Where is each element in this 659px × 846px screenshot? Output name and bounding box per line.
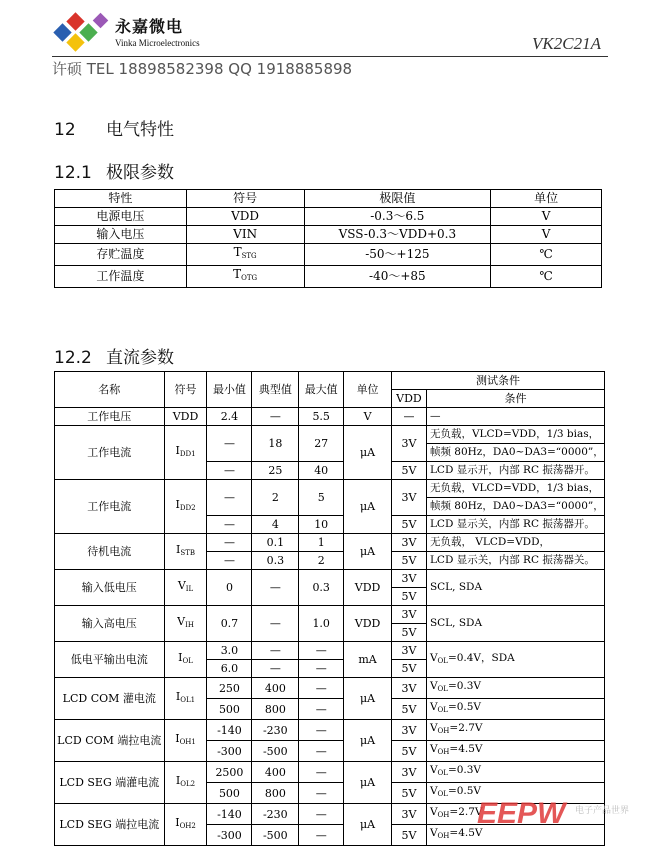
param-min: — <box>207 516 252 534</box>
param-name: 工作温度 <box>55 266 187 288</box>
param-typ: -500 <box>252 741 299 762</box>
param-typ: — <box>252 570 299 606</box>
param-name: 低电平输出电流 <box>55 642 165 678</box>
param-min: 500 <box>207 699 252 720</box>
test-vdd: 3V <box>392 480 427 516</box>
param-unit: VDD <box>344 606 392 642</box>
param-max: 1.0 <box>299 606 344 642</box>
param-symbol: $I_{OL2}$ <box>164 762 207 804</box>
section-title: 电气特性 <box>106 120 174 140</box>
test-condition: $V_{OL}=0.3V$ <box>426 678 604 699</box>
param-typ: 400 <box>252 762 299 783</box>
test-vdd: 5V <box>392 660 427 678</box>
param-max: — <box>299 699 344 720</box>
param-typ: — <box>252 660 299 678</box>
param-limit: -50～+125 <box>304 244 491 266</box>
param-unit: ℃ <box>491 266 602 288</box>
table-row <box>55 208 602 226</box>
header-cell: 测试条件 <box>392 372 605 390</box>
param-symbol: $V_{IH}$ <box>164 606 207 642</box>
header-cell: 符号 <box>186 190 304 208</box>
test-vdd: 3V <box>392 534 427 552</box>
section-number: 12 <box>54 120 76 140</box>
test-condition: LCD 显示关，内部 RC 振荡器开。 <box>426 516 604 534</box>
param-typ: 25 <box>252 462 299 480</box>
param-max: 10 <box>299 516 344 534</box>
param-min: — <box>207 426 252 462</box>
document-id: VK2C21A <box>532 34 601 53</box>
param-symbol: VDD <box>164 408 207 426</box>
param-unit: μA <box>344 678 392 720</box>
test-condition: $V_{OL}=0.3V$ <box>426 762 604 783</box>
param-unit: V <box>491 208 602 226</box>
param-name: 输入电压 <box>55 226 187 244</box>
test-condition: LCD 显示关，内部 RC 振荡器关。 <box>426 552 604 570</box>
page-header <box>0 0 659 80</box>
param-max: — <box>299 783 344 804</box>
table-row <box>55 720 605 741</box>
test-condition: SCL, SDA <box>426 570 604 606</box>
table-row <box>55 266 602 288</box>
param-typ: 2 <box>252 480 299 516</box>
header-cell: 最大值 <box>299 372 344 408</box>
param-unit: μA <box>344 480 392 534</box>
header-cell: 条件 <box>426 390 604 408</box>
test-vdd: 5V <box>392 741 427 762</box>
test-vdd: 3V <box>392 762 427 783</box>
test-condition: $V_{OL}=0.5V$ <box>426 699 604 720</box>
param-name: 待机电流 <box>55 534 165 570</box>
test-vdd: 3V <box>392 426 427 462</box>
param-min: -300 <box>207 741 252 762</box>
param-max: 0.3 <box>299 570 344 606</box>
param-min: 0.7 <box>207 606 252 642</box>
test-condition: $V_{OL}=0.5V$ <box>426 783 604 804</box>
test-vdd: 5V <box>392 462 427 480</box>
test-condition: 无负载，VLCD=VDD，1/3 bias， <box>426 426 604 444</box>
test-condition: 无负载，VLCD=VDD，1/3 bias， <box>426 480 604 498</box>
table-row <box>55 606 605 624</box>
param-unit: μA <box>344 426 392 480</box>
header-cell: 单位 <box>491 190 602 208</box>
param-max: — <box>299 660 344 678</box>
param-typ: 0.3 <box>252 552 299 570</box>
table-row <box>55 244 602 266</box>
table-row <box>55 642 605 660</box>
param-name: LCD COM 端拉电流 <box>55 720 165 762</box>
param-name: LCD COM 灌电流 <box>55 678 165 720</box>
test-vdd: 5V <box>392 825 427 846</box>
param-max: — <box>299 642 344 660</box>
param-min: 500 <box>207 783 252 804</box>
param-unit: V <box>344 408 392 426</box>
param-typ: -230 <box>252 804 299 825</box>
param-limit: VSS-0.3～VDD+0.3 <box>304 226 491 244</box>
section-heading-12-1 <box>54 158 174 183</box>
param-unit: VDD <box>344 570 392 606</box>
section-title: 极限参数 <box>106 163 174 183</box>
param-max: 2 <box>299 552 344 570</box>
param-max: 5 <box>299 480 344 516</box>
param-unit: μA <box>344 534 392 570</box>
param-name: LCD SEG 端拉电流 <box>55 804 165 846</box>
param-min: 250 <box>207 678 252 699</box>
param-max: — <box>299 741 344 762</box>
svg-text:EEPW: EEPW <box>477 797 566 830</box>
param-limit: -40～+85 <box>304 266 491 288</box>
param-min: 2500 <box>207 762 252 783</box>
param-typ: — <box>252 642 299 660</box>
param-name: 输入低电压 <box>55 570 165 606</box>
param-max: — <box>299 720 344 741</box>
test-vdd: 5V <box>392 516 427 534</box>
param-max: 1 <box>299 534 344 552</box>
vinka-logo-icon <box>52 12 112 56</box>
table-row <box>55 426 605 444</box>
test-condition: $V_{OH}=2.7V$ <box>426 804 604 825</box>
table-row <box>55 408 605 426</box>
param-max: — <box>299 762 344 783</box>
table-row <box>55 534 605 552</box>
param-typ: -500 <box>252 825 299 846</box>
param-max: 5.5 <box>299 408 344 426</box>
param-min: — <box>207 480 252 516</box>
test-condition: 帧频 80Hz，DA0~DA3=“0000”， <box>426 498 604 516</box>
param-name: 工作电流 <box>55 480 165 534</box>
test-vdd: 3V <box>392 804 427 825</box>
param-min: -300 <box>207 825 252 846</box>
table-row <box>55 762 605 783</box>
param-symbol: $I_{DD2}$ <box>164 480 207 534</box>
param-unit: mA <box>344 642 392 678</box>
param-symbol: $I_{DD1}$ <box>164 426 207 480</box>
param-min: -140 <box>207 720 252 741</box>
param-typ: 400 <box>252 678 299 699</box>
param-typ: 18 <box>252 426 299 462</box>
param-typ: 800 <box>252 699 299 720</box>
param-max: — <box>299 825 344 846</box>
test-vdd: 3V <box>392 606 427 624</box>
param-min: 2.4 <box>207 408 252 426</box>
param-symbol: $I_{OL}$ <box>164 642 207 678</box>
param-max: 27 <box>299 426 344 462</box>
test-condition: 帧频 80Hz，DA0~DA3=“0000”， <box>426 444 604 462</box>
section-heading-12 <box>54 115 174 140</box>
header-cell: 典型值 <box>252 372 299 408</box>
param-symbol: $V_{IL}$ <box>164 570 207 606</box>
logo-english-name: Vinka Microelectronics <box>115 38 200 48</box>
param-limit: -0.3～6.5 <box>304 208 491 226</box>
table-row <box>55 570 605 588</box>
table-header-row <box>55 372 605 390</box>
param-name: 电源电压 <box>55 208 187 226</box>
table-header-row <box>55 190 602 208</box>
test-vdd: 5V <box>392 588 427 606</box>
param-max: — <box>299 678 344 699</box>
param-min: 6.0 <box>207 660 252 678</box>
test-condition: $V_{OH}=2.7V$ <box>426 720 604 741</box>
eepw-watermark <box>475 793 659 831</box>
param-max: — <box>299 804 344 825</box>
contact-info: 许硕 TEL 18898582398 QQ 1918885898 <box>52 60 353 78</box>
header-cell: 符号 <box>164 372 207 408</box>
param-symbol: $T_{STG}$ <box>186 244 304 266</box>
test-condition: $V_{OL}=0.4V$，SDA <box>426 642 604 678</box>
header-cell: 名称 <box>55 372 165 408</box>
test-vdd: 3V <box>392 720 427 741</box>
header-cell: 单位 <box>344 372 392 408</box>
dc-parameters-table <box>54 371 605 846</box>
param-name: 输入高电压 <box>55 606 165 642</box>
test-vdd: — <box>392 408 427 426</box>
param-max: 40 <box>299 462 344 480</box>
eepw-logo-icon <box>475 793 659 831</box>
svg-text:电子产品世界: 电子产品世界 <box>575 806 630 816</box>
param-unit: μA <box>344 762 392 804</box>
param-symbol: $T_{OTG}$ <box>186 266 304 288</box>
param-typ: -230 <box>252 720 299 741</box>
param-typ: — <box>252 408 299 426</box>
param-symbol: VDD <box>186 208 304 226</box>
logo-chinese-name: 永嘉微电 <box>115 17 184 36</box>
test-condition: SCL, SDA <box>426 606 604 642</box>
param-symbol: $I_{OH2}$ <box>164 804 207 846</box>
param-unit: ℃ <box>491 244 602 266</box>
param-min: — <box>207 552 252 570</box>
param-name: 工作电压 <box>55 408 165 426</box>
test-vdd: 5V <box>392 552 427 570</box>
param-symbol: VIN <box>186 226 304 244</box>
param-name: 工作电流 <box>55 426 165 480</box>
param-typ: 4 <box>252 516 299 534</box>
test-vdd: 5V <box>392 783 427 804</box>
test-condition: $V_{OH}=4.5V$ <box>426 741 604 762</box>
test-vdd: 3V <box>392 678 427 699</box>
header-cell: 最小值 <box>207 372 252 408</box>
section-number: 12.1 <box>54 163 92 183</box>
test-vdd: 5V <box>392 699 427 720</box>
param-min: -140 <box>207 804 252 825</box>
param-symbol: $I_{STB}$ <box>164 534 207 570</box>
param-typ: 800 <box>252 783 299 804</box>
param-symbol: $I_{OH1}$ <box>164 720 207 762</box>
param-min: 3.0 <box>207 642 252 660</box>
param-name: 存贮温度 <box>55 244 187 266</box>
test-condition: LCD 显示开，内部 RC 振荡器开。 <box>426 462 604 480</box>
table-row <box>55 226 602 244</box>
table-row <box>55 480 605 498</box>
param-unit: μA <box>344 720 392 762</box>
table-row <box>55 678 605 699</box>
vinka-logo <box>52 12 212 56</box>
header-cell: VDD <box>392 390 427 408</box>
param-unit: V <box>491 226 602 244</box>
test-condition: — <box>426 408 604 426</box>
param-min: — <box>207 534 252 552</box>
param-min: 0 <box>207 570 252 606</box>
param-typ: 0.1 <box>252 534 299 552</box>
section-heading-12-2 <box>54 343 174 368</box>
test-condition: 无负载， VLCD=VDD， <box>426 534 604 552</box>
param-typ: — <box>252 606 299 642</box>
absolute-max-ratings-table <box>54 189 602 288</box>
header-divider <box>52 56 608 57</box>
test-vdd: 5V <box>392 624 427 642</box>
test-vdd: 3V <box>392 570 427 588</box>
header-cell: 特性 <box>55 190 187 208</box>
section-title: 直流参数 <box>106 348 174 368</box>
param-name: LCD SEG 端灌电流 <box>55 762 165 804</box>
param-symbol: $I_{OL1}$ <box>164 678 207 720</box>
test-vdd: 3V <box>392 642 427 660</box>
param-unit: μA <box>344 804 392 846</box>
header-cell: 极限值 <box>304 190 491 208</box>
section-number: 12.2 <box>54 348 92 368</box>
param-min: — <box>207 462 252 480</box>
test-condition: $V_{OH}=4.5V$ <box>426 825 604 846</box>
